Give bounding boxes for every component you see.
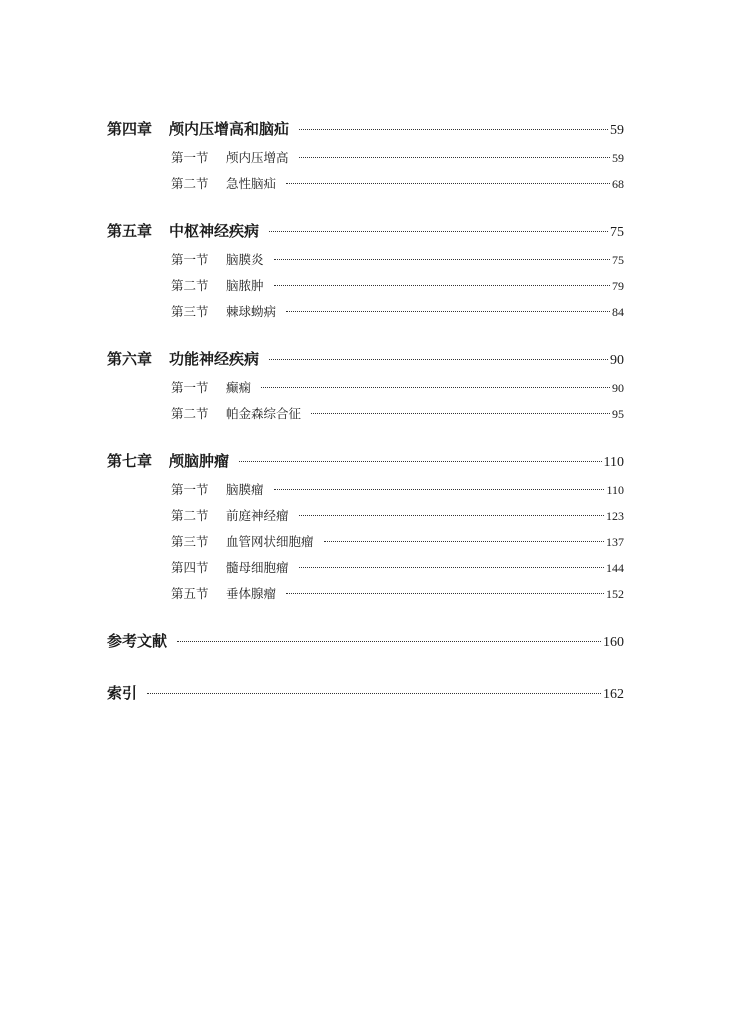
section-number: 第一节 xyxy=(171,380,209,395)
page-number: 162 xyxy=(603,687,624,702)
section-number: 第一节 xyxy=(171,252,209,267)
dot-leader xyxy=(311,413,610,414)
dot-leader xyxy=(299,515,604,516)
section-title: 急性脑疝 xyxy=(226,176,277,191)
page-number: 123 xyxy=(606,509,624,523)
page-number: 75 xyxy=(612,253,624,267)
section-title: 颅内压增高 xyxy=(226,150,289,165)
section-entry[interactable] xyxy=(107,584,624,610)
dot-leader xyxy=(239,461,602,462)
chapter-number: 第四章 xyxy=(107,120,153,138)
section-number: 第二节 xyxy=(171,406,209,421)
section-entry[interactable] xyxy=(107,558,624,584)
chapter-block xyxy=(107,450,624,610)
dot-leader xyxy=(286,593,604,594)
dot-leader xyxy=(177,641,601,642)
section-title: 帕金森综合征 xyxy=(226,406,302,421)
page-number: 137 xyxy=(606,535,624,549)
section-number: 第三节 xyxy=(171,534,209,549)
section-title: 棘球蚴病 xyxy=(226,304,277,319)
section-entry[interactable] xyxy=(107,302,624,328)
dot-leader xyxy=(299,157,610,158)
index-title: 索引 xyxy=(107,684,138,702)
page-number: 90 xyxy=(612,381,624,395)
dot-leader xyxy=(269,359,608,360)
dot-leader xyxy=(324,541,604,542)
page-number: 79 xyxy=(612,279,624,293)
chapter-title: 中枢神经疾病 xyxy=(169,222,260,240)
section-entry[interactable] xyxy=(107,276,624,302)
section-entry[interactable] xyxy=(107,532,624,558)
chapter-entry[interactable] xyxy=(107,118,624,148)
chapter-block xyxy=(107,118,624,200)
dot-leader xyxy=(147,693,601,694)
dot-leader xyxy=(274,285,610,286)
page-number: 75 xyxy=(610,225,624,240)
chapter-number: 第五章 xyxy=(107,222,153,240)
section-title: 脑膜炎 xyxy=(226,252,264,267)
page-number: 110 xyxy=(606,483,624,497)
page-number: 110 xyxy=(603,455,624,470)
chapter-entry[interactable] xyxy=(107,220,624,250)
dot-leader xyxy=(286,311,610,312)
page-number: 84 xyxy=(612,305,624,319)
dot-leader xyxy=(274,259,610,260)
chapter-block xyxy=(107,220,624,328)
chapter-title: 功能神经疾病 xyxy=(169,350,260,368)
chapter-entry[interactable] xyxy=(107,348,624,378)
dot-leader xyxy=(286,183,610,184)
page-number: 144 xyxy=(606,561,624,575)
section-title: 前庭神经瘤 xyxy=(226,508,289,523)
chapter-title: 颅脑肿瘤 xyxy=(169,452,230,470)
section-title: 癫痫 xyxy=(226,380,252,395)
section-entry[interactable] xyxy=(107,480,624,506)
page-number: 68 xyxy=(612,177,624,191)
section-number: 第二节 xyxy=(171,508,209,523)
chapter-block xyxy=(107,348,624,430)
chapter-number: 第七章 xyxy=(107,452,153,470)
section-number: 第二节 xyxy=(171,278,209,293)
chapter-entry[interactable] xyxy=(107,450,624,480)
page-number: 152 xyxy=(606,587,624,601)
dot-leader xyxy=(261,387,610,388)
dot-leader xyxy=(299,129,608,130)
dot-leader xyxy=(299,567,604,568)
page-number: 59 xyxy=(612,151,624,165)
section-title: 髓母细胞瘤 xyxy=(226,560,289,575)
section-title: 血管网状细胞瘤 xyxy=(226,534,314,549)
section-entry[interactable] xyxy=(107,174,624,200)
references-title: 参考文献 xyxy=(107,632,168,650)
page-number: 160 xyxy=(603,635,624,650)
section-entry[interactable] xyxy=(107,378,624,404)
section-number: 第四节 xyxy=(171,560,209,575)
page-number: 95 xyxy=(612,407,624,421)
index-entry[interactable] xyxy=(107,682,624,712)
page-number: 59 xyxy=(610,123,624,138)
chapter-title: 颅内压增高和脑疝 xyxy=(169,120,290,138)
section-number: 第一节 xyxy=(171,482,209,497)
chapter-number: 第六章 xyxy=(107,350,153,368)
section-title: 垂体腺瘤 xyxy=(226,586,277,601)
section-entry[interactable] xyxy=(107,506,624,532)
section-title: 脑脓肿 xyxy=(226,278,264,293)
section-entry[interactable] xyxy=(107,250,624,276)
section-number: 第三节 xyxy=(171,304,209,319)
dot-leader xyxy=(274,489,605,490)
section-number: 第一节 xyxy=(171,150,209,165)
section-entry[interactable] xyxy=(107,148,624,174)
references-entry[interactable] xyxy=(107,630,624,660)
page-number: 90 xyxy=(610,353,624,368)
section-number: 第五节 xyxy=(171,586,209,601)
section-number: 第二节 xyxy=(171,176,209,191)
dot-leader xyxy=(269,231,608,232)
section-entry[interactable] xyxy=(107,404,624,430)
table-of-contents xyxy=(107,118,624,734)
section-title: 脑膜瘤 xyxy=(226,482,264,497)
